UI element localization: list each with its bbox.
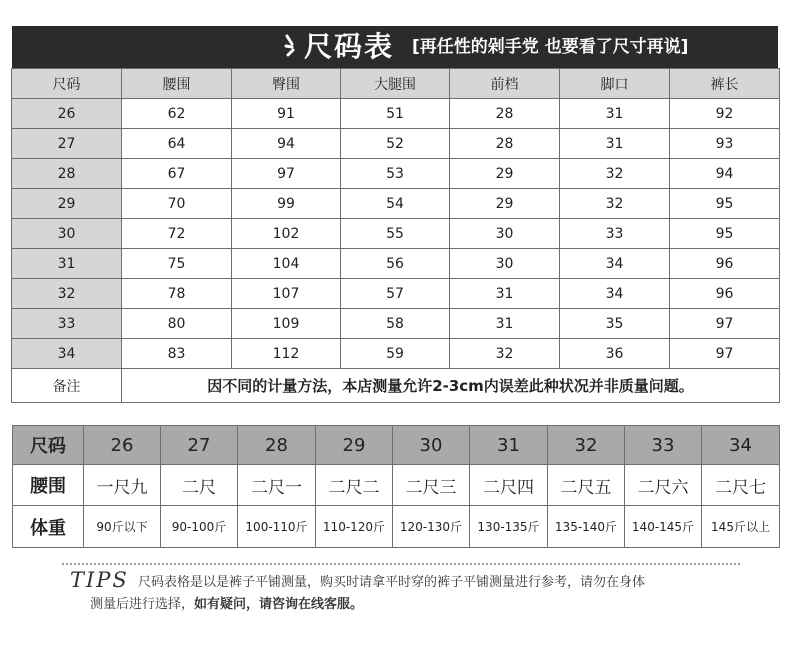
table-cell: 58 xyxy=(341,309,450,339)
waist-cell: 二尺 xyxy=(161,465,238,506)
waist-cell: 二尺五 xyxy=(548,465,625,506)
table-cell: 31 xyxy=(560,99,670,129)
size-chart-body xyxy=(12,99,780,369)
waist-cell: 二尺七 xyxy=(702,465,780,506)
size-weight-table xyxy=(12,425,780,548)
table-cell: 53 xyxy=(341,159,450,189)
table-cell: 97 xyxy=(232,159,341,189)
table-row xyxy=(12,279,780,309)
table-cell: 99 xyxy=(232,189,341,219)
table-cell: 28 xyxy=(450,99,560,129)
size-cell: 34 xyxy=(702,426,780,465)
table-row xyxy=(12,219,780,249)
table-cell: 32 xyxy=(450,339,560,369)
table-cell: 55 xyxy=(341,219,450,249)
table-cell: 91 xyxy=(232,99,341,129)
weight-row-label: 体重 xyxy=(13,506,84,548)
size-row xyxy=(13,426,780,465)
table-cell: 29 xyxy=(450,189,560,219)
table-cell: 35 xyxy=(560,309,670,339)
size-cell: 34 xyxy=(12,339,122,369)
column-header: 裤长 xyxy=(670,69,780,99)
remark-text: 因不同的计量方法，本店测量允许2-3cm内误差此种状况并非质量问题。 xyxy=(122,369,780,403)
table-cell: 29 xyxy=(450,159,560,189)
table-cell: 51 xyxy=(341,99,450,129)
column-header: 脚口 xyxy=(560,69,670,99)
weight-cell: 140-145斤 xyxy=(625,506,702,548)
table-row xyxy=(12,249,780,279)
size-cell: 29 xyxy=(12,189,122,219)
table-cell: 59 xyxy=(341,339,450,369)
size-cell: 30 xyxy=(12,219,122,249)
table-cell: 78 xyxy=(122,279,232,309)
size-cell: 33 xyxy=(12,309,122,339)
size-cell: 32 xyxy=(12,279,122,309)
table-cell: 52 xyxy=(341,129,450,159)
tips-text-bold: 如有疑问，请咨询在线客服。 xyxy=(194,597,364,612)
table-cell: 112 xyxy=(232,339,341,369)
table-cell: 96 xyxy=(670,249,780,279)
table-cell: 36 xyxy=(560,339,670,369)
page-subtitle: [再任性的剁手党 也要看了尺寸再说] xyxy=(412,37,689,57)
table-cell: 97 xyxy=(670,309,780,339)
table-cell: 96 xyxy=(670,279,780,309)
size-cell: 28 xyxy=(238,426,316,465)
table-cell: 104 xyxy=(232,249,341,279)
table-cell: 54 xyxy=(341,189,450,219)
weight-cell: 145斤以上 xyxy=(702,506,780,548)
size-cell: 31 xyxy=(12,249,122,279)
table-cell: 95 xyxy=(670,189,780,219)
table-cell: 67 xyxy=(122,159,232,189)
weight-cell: 100-110斤 xyxy=(238,506,316,548)
table-cell: 30 xyxy=(450,249,560,279)
table-header-row xyxy=(12,69,780,99)
table-row xyxy=(12,129,780,159)
waist-row xyxy=(13,465,780,506)
table-cell: 93 xyxy=(670,129,780,159)
waist-cell: 二尺三 xyxy=(393,465,470,506)
size-cell: 32 xyxy=(548,426,625,465)
table-cell: 83 xyxy=(122,339,232,369)
table-cell: 31 xyxy=(450,309,560,339)
table-cell: 64 xyxy=(122,129,232,159)
size-cell: 30 xyxy=(393,426,470,465)
waist-cell: 二尺六 xyxy=(625,465,702,506)
table-cell: 102 xyxy=(232,219,341,249)
page-title: 尺码表 xyxy=(304,30,395,63)
waist-cell: 一尺九 xyxy=(84,465,161,506)
tips-text-plain: 测量后进行选择， xyxy=(90,597,195,612)
column-header: 尺码 xyxy=(12,69,122,99)
waist-cell: 二尺四 xyxy=(470,465,548,506)
weight-row xyxy=(13,506,780,548)
dotted-divider xyxy=(62,563,740,565)
size-cell: 31 xyxy=(470,426,548,465)
weight-cell: 90-100斤 xyxy=(161,506,238,548)
table-row xyxy=(12,99,780,129)
table-cell: 31 xyxy=(450,279,560,309)
tips-text-line1: 尺码表格是以是裤子平铺测量，购买时请拿平时穿的裤子平铺测量进行参考，请勿在身体 xyxy=(138,575,646,590)
column-header: 大腿围 xyxy=(341,69,450,99)
table-cell: 32 xyxy=(560,189,670,219)
tips-text-line2 xyxy=(90,593,363,612)
table-row xyxy=(12,309,780,339)
weight-cell: 110-120斤 xyxy=(316,506,393,548)
size-cell: 26 xyxy=(12,99,122,129)
size-cell: 29 xyxy=(316,426,393,465)
table-row xyxy=(12,339,780,369)
table-cell: 34 xyxy=(560,279,670,309)
table-cell: 94 xyxy=(670,159,780,189)
column-header: 腰围 xyxy=(122,69,232,99)
size-cell: 27 xyxy=(12,129,122,159)
size-cell: 27 xyxy=(161,426,238,465)
table-cell: 92 xyxy=(670,99,780,129)
table-cell: 62 xyxy=(122,99,232,129)
size-chart-table xyxy=(11,68,780,403)
table-cell: 32 xyxy=(560,159,670,189)
table-cell: 57 xyxy=(341,279,450,309)
sparkle-icon xyxy=(284,32,304,58)
table-cell: 80 xyxy=(122,309,232,339)
weight-cell: 90斤以下 xyxy=(84,506,161,548)
waist-cell: 二尺一 xyxy=(238,465,316,506)
size-cell: 28 xyxy=(12,159,122,189)
table-cell: 72 xyxy=(122,219,232,249)
column-header: 前档 xyxy=(450,69,560,99)
table-cell: 75 xyxy=(122,249,232,279)
table-cell: 30 xyxy=(450,219,560,249)
table-cell: 107 xyxy=(232,279,341,309)
remark-row xyxy=(12,369,780,403)
weight-cell: 130-135斤 xyxy=(470,506,548,548)
table-cell: 56 xyxy=(341,249,450,279)
waist-row-label: 腰围 xyxy=(13,465,84,506)
table-cell: 33 xyxy=(560,219,670,249)
table-cell: 28 xyxy=(450,129,560,159)
table-cell: 97 xyxy=(670,339,780,369)
weight-cell: 135-140斤 xyxy=(548,506,625,548)
waist-cell: 二尺二 xyxy=(316,465,393,506)
table-row xyxy=(12,159,780,189)
size-cell: 33 xyxy=(625,426,702,465)
table-cell: 95 xyxy=(670,219,780,249)
remark-label: 备注 xyxy=(12,369,122,403)
table-cell: 70 xyxy=(122,189,232,219)
header-bar xyxy=(12,26,778,68)
table-cell: 94 xyxy=(232,129,341,159)
table-cell: 34 xyxy=(560,249,670,279)
weight-cell: 120-130斤 xyxy=(393,506,470,548)
size-row-label: 尺码 xyxy=(13,426,84,465)
table-row xyxy=(12,189,780,219)
size-cell: 26 xyxy=(84,426,161,465)
column-header: 臀围 xyxy=(232,69,341,99)
table-cell: 31 xyxy=(560,129,670,159)
tips-label: TIPS xyxy=(70,568,129,592)
table-cell: 109 xyxy=(232,309,341,339)
